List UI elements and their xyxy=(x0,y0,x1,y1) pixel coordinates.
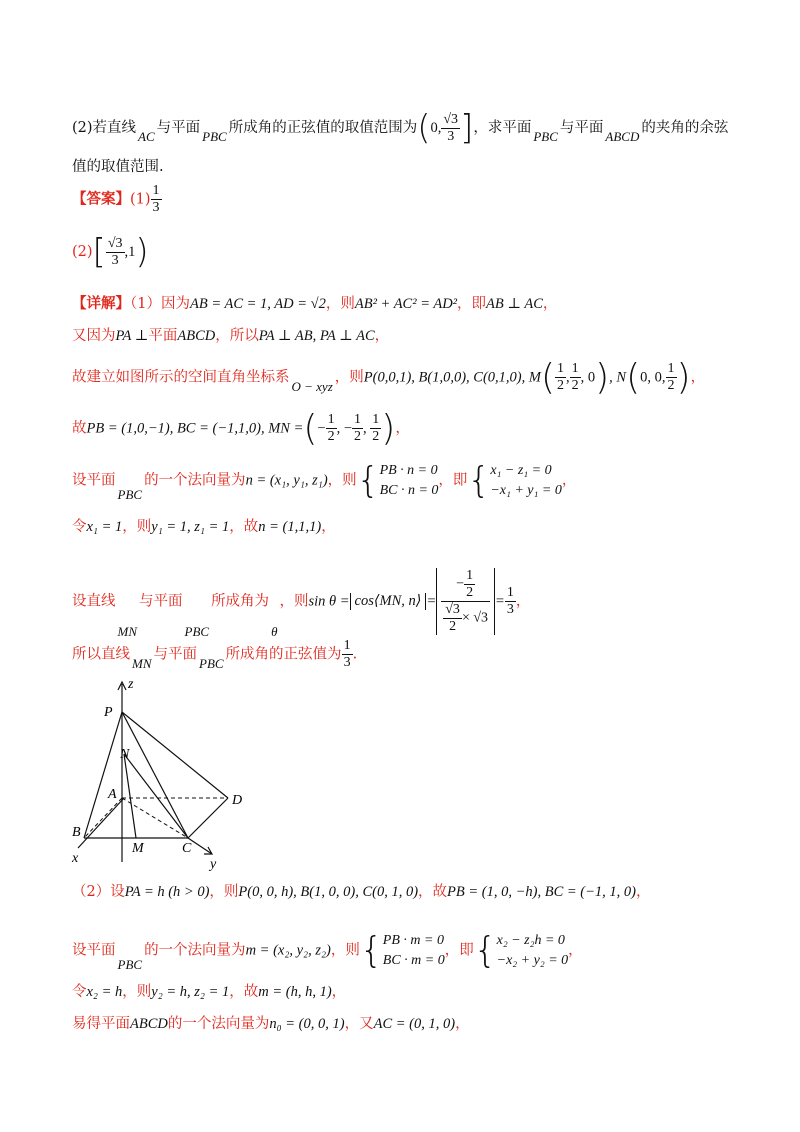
detail-line-4: 故PB = (1,0,−1), BC = (−1,1,0), MN =(− $\frac{1}{2}$ , − $\frac{1}{2}$ , $\frac{1}{2}$ )， xyxy=(72,408,410,449)
label-D: D xyxy=(232,793,243,808)
label-P: P xyxy=(104,705,113,720)
detail-line-5: 设平面PBC的一个法向量为n = (x₁, y₁, z₁)，则{ PB · n = 0 BC · n = 0 ，即{ x₁ − z₁ = 0 −x₁ + y₁ = 0 ， xyxy=(72,460,577,502)
question-label: (2) xyxy=(72,120,93,136)
label-M: M xyxy=(132,841,144,856)
detail-line-2: 又因为PA ⊥平面ABCD，所以PA ⊥ AB, PA ⊥ AC， xyxy=(72,328,390,344)
range-fraction: $\frac{√3}{3}$ xyxy=(443,111,459,144)
label-x: x xyxy=(72,851,79,866)
detail-line-1: 【详解】（1）因为AB = AC = 1, AD = √2，则AB² + AC² = AD²，即AB ⊥ AC， xyxy=(72,295,558,312)
part2-line-2: 设平面PBC的一个法向量为m = (x₂, y₂, z₂)，则{ PB · m = 0 BC · m = 0 ，即{ x₂ − z₂h = 0 −x₂ + y₂ = 0 ， xyxy=(72,930,583,972)
axis-y xyxy=(188,838,212,854)
label-A: A xyxy=(108,787,117,802)
edge-PD xyxy=(122,712,228,798)
edge-PC xyxy=(122,712,188,838)
label-N: N xyxy=(120,747,130,762)
label-C: C xyxy=(182,841,192,856)
detail-line-7: 设直线MN与平面PBC所成角为θ，则sin θ = cos⟨MN, n⟩ = − $\frac{1}{2}$ $\frac{√3}{2}$ × √3 = $\frac{1}{3}$ ， xyxy=(72,568,531,639)
label-z: z xyxy=(128,677,134,692)
axis-y-arrow xyxy=(204,847,212,854)
part2-line-3: 令x₂ = h，则y₂ = h, z₂ = 1，故m = (h, h, 1)， xyxy=(72,984,347,1000)
edge-PB xyxy=(84,712,122,838)
pyramid-figure xyxy=(70,672,270,872)
edge-CD xyxy=(188,798,228,838)
answer-label: 【答案】 xyxy=(72,190,130,208)
detail-line-3: 故建立如图所示的空间直角坐标系O − xyz，则P(0,0,1), B(1,0,0), C(0,1,0), M( $\frac{1}{2}$ , $\frac{1}{2}$ , 0), N(0, 0, $\frac{1}{2}$ )， xyxy=(72,357,706,398)
label-y: y xyxy=(210,857,217,872)
detail-label: 【详解】 xyxy=(72,295,130,312)
answer-2-fraction: $\frac{√3}{3}$ xyxy=(107,235,123,268)
axis-x xyxy=(78,798,124,848)
question-2-line-1: (2)若直线AC与平面PBC所成角的正弦值的取值范围为(0, $\frac{√3}{3}$ ]，求平面PBC与平面ABCD的夹角的余弦 xyxy=(72,108,729,148)
question-2-line-2: 值的取值范围. xyxy=(72,159,164,175)
part2-line-1: （2）设PA = h (h > 0)，则P(0, 0, h), B(1, 0, 0), C(0, 1, 0)，故PB = (1, 0, −h), BC = (−1, 1, 0)， xyxy=(72,884,651,900)
answer-line-1: 【答案】(1) $\frac{1}{3}$ xyxy=(72,183,160,215)
answer-1-fraction: $\frac{1}{3}$ xyxy=(152,183,160,215)
label-B: B xyxy=(72,825,81,840)
answer-line-2: (2)[ $\frac{√3}{3}$ ,1) xyxy=(72,232,149,272)
detail-line-8: 所以直线MN与平面PBC所成角的正弦值为 $\frac{1}{3}$ . xyxy=(72,638,358,671)
part2-line-4: 易得平面ABCD的一个法向量为n₀ = (0, 0, 1)，又AC = (0, 1, 0)， xyxy=(72,1016,470,1032)
detail-line-6: 令x₁ = 1，则y₁ = 1, z₁ = 1，故n = (1,1,1)， xyxy=(72,519,336,535)
